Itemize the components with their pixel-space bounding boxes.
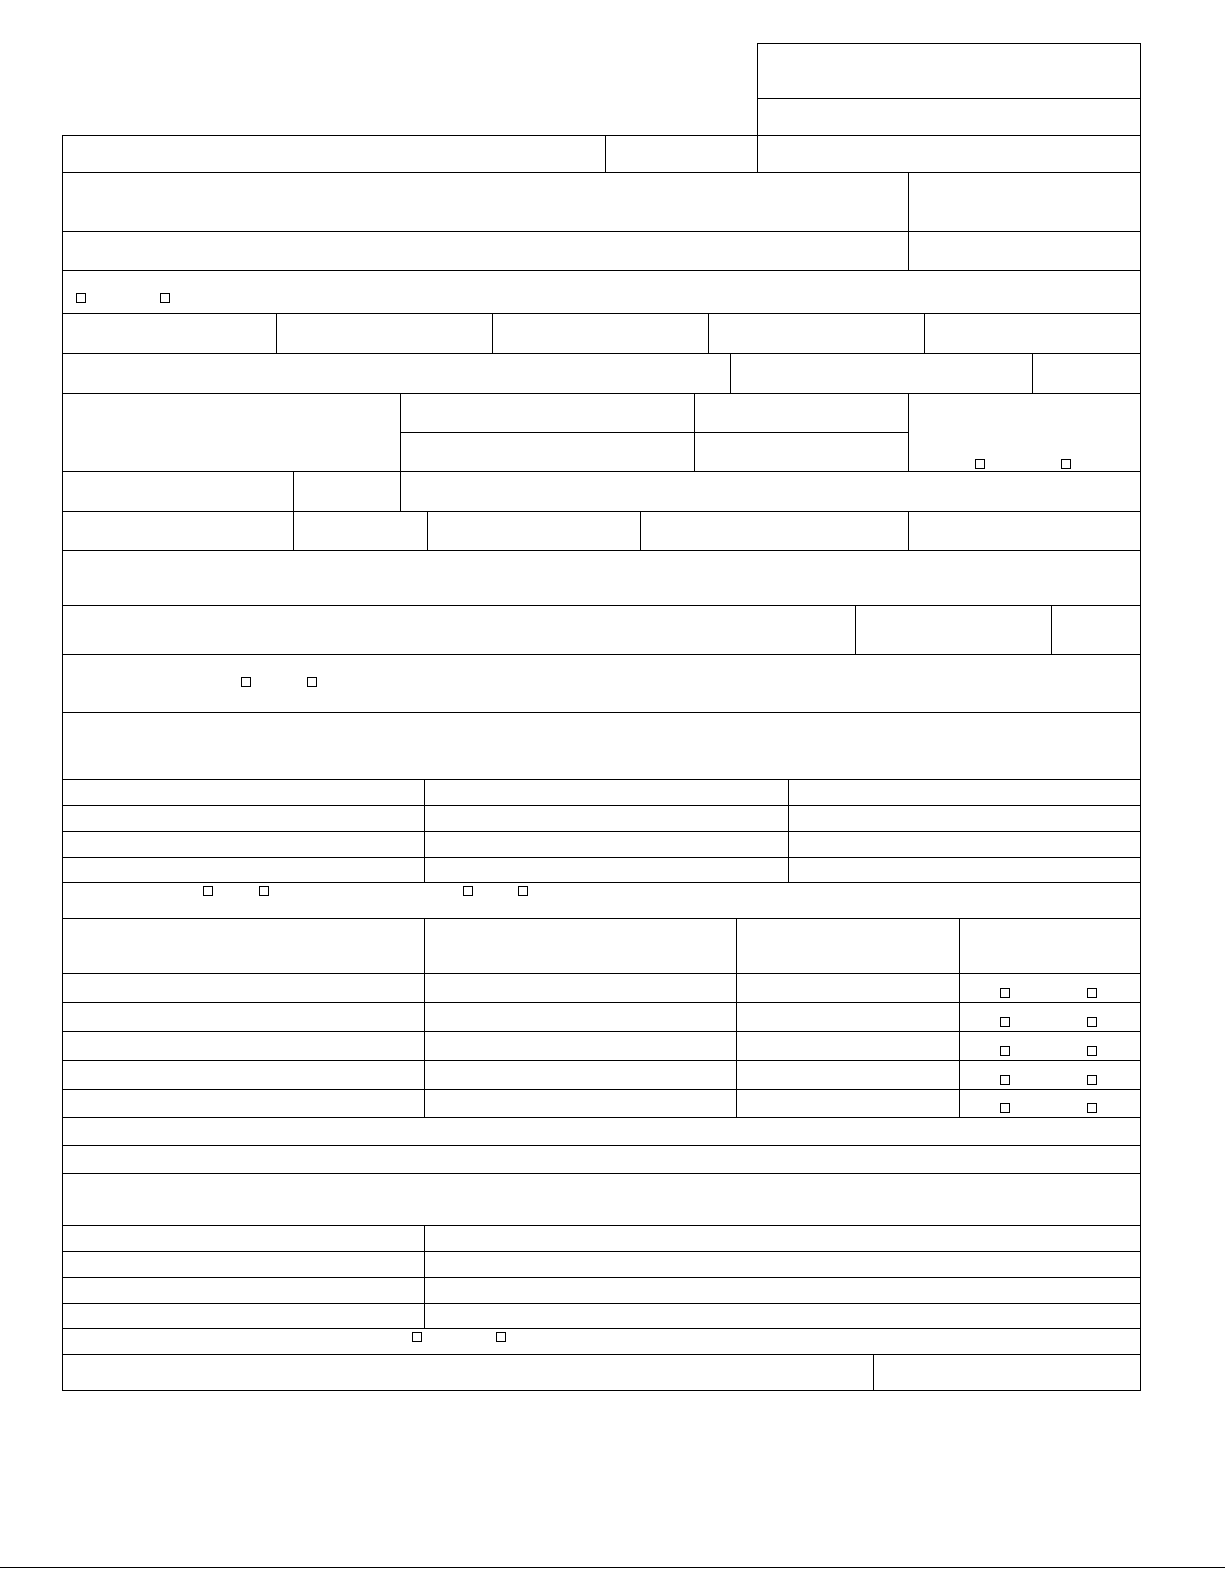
row-rule [62,973,1141,974]
row-rule [62,1225,1141,1226]
row-rule [62,654,1141,655]
row-rule [62,270,1141,271]
column-rule [1051,605,1052,654]
row-rule [62,511,1141,512]
checkbox[interactable] [975,459,985,469]
row-rule [400,432,908,433]
row-rule [62,231,1141,232]
column-rule [492,313,493,353]
row-rule [62,1390,1141,1391]
row-rule [62,1145,1141,1146]
column-rule [293,471,294,550]
column-rule [736,918,737,1117]
row-rule [62,712,1141,713]
column-rule [276,313,277,353]
column-rule [708,313,709,353]
column-rule [757,135,758,172]
column-rule [924,313,925,353]
column-rule [855,605,856,654]
row-rule [62,1251,1141,1252]
checkbox[interactable] [1087,988,1097,998]
checkbox[interactable] [241,677,251,687]
checkbox[interactable] [76,293,86,303]
checkbox[interactable] [203,886,213,896]
checkbox[interactable] [307,677,317,687]
row-rule [62,1303,1141,1304]
header-box-left-rule [757,43,758,135]
row-rule [62,605,1141,606]
column-rule [959,918,960,1117]
header-box-top-rule [757,43,1141,44]
row-rule [62,172,1141,173]
checkbox[interactable] [496,1332,506,1342]
checkbox[interactable] [1087,1075,1097,1085]
row-rule [62,1031,1141,1032]
column-rule [908,393,909,471]
column-rule [424,918,425,1117]
checkbox[interactable] [1000,1017,1010,1027]
row-rule [62,471,1141,472]
checkbox[interactable] [1000,988,1010,998]
column-rule [640,511,641,550]
row-rule [62,1328,1141,1329]
column-rule [908,511,909,550]
column-rule [1032,353,1033,393]
row-rule [62,1354,1141,1355]
row-rule [62,831,1141,832]
column-rule [605,135,606,172]
checkbox[interactable] [463,886,473,896]
column-rule [788,779,789,882]
column-rule [908,172,909,270]
row-rule [62,1060,1141,1061]
column-rule [873,1354,874,1390]
checkbox[interactable] [1087,1046,1097,1056]
checkbox[interactable] [1000,1103,1010,1113]
row-rule [62,550,1141,551]
row-rule [62,1173,1141,1174]
column-rule [424,1225,425,1328]
frame-left-rule [62,135,63,1391]
row-rule [62,857,1141,858]
header-box-mid-rule [757,98,1141,99]
checkbox[interactable] [259,886,269,896]
column-rule [694,393,695,471]
row-rule [62,779,1141,780]
page-bottom-rule [0,1567,1225,1568]
row-rule [62,882,1141,883]
frame-right-rule [1140,43,1141,1391]
row-rule [62,393,1141,394]
column-rule [730,353,731,393]
column-rule [427,511,428,550]
row-rule [62,313,1141,314]
checkbox[interactable] [1087,1103,1097,1113]
checkbox[interactable] [1061,459,1071,469]
checkbox[interactable] [1087,1017,1097,1027]
row-rule [62,1089,1141,1090]
row-rule [62,353,1141,354]
checkbox[interactable] [518,886,528,896]
row-rule [62,135,1141,136]
column-rule [424,779,425,882]
row-rule [62,918,1141,919]
checkbox[interactable] [1000,1075,1010,1085]
row-rule [62,1117,1141,1118]
checkbox[interactable] [1000,1046,1010,1056]
row-rule [62,805,1141,806]
row-rule [62,1277,1141,1278]
row-rule [62,1002,1141,1003]
checkbox[interactable] [412,1332,422,1342]
column-rule [400,393,401,511]
checkbox[interactable] [160,293,170,303]
